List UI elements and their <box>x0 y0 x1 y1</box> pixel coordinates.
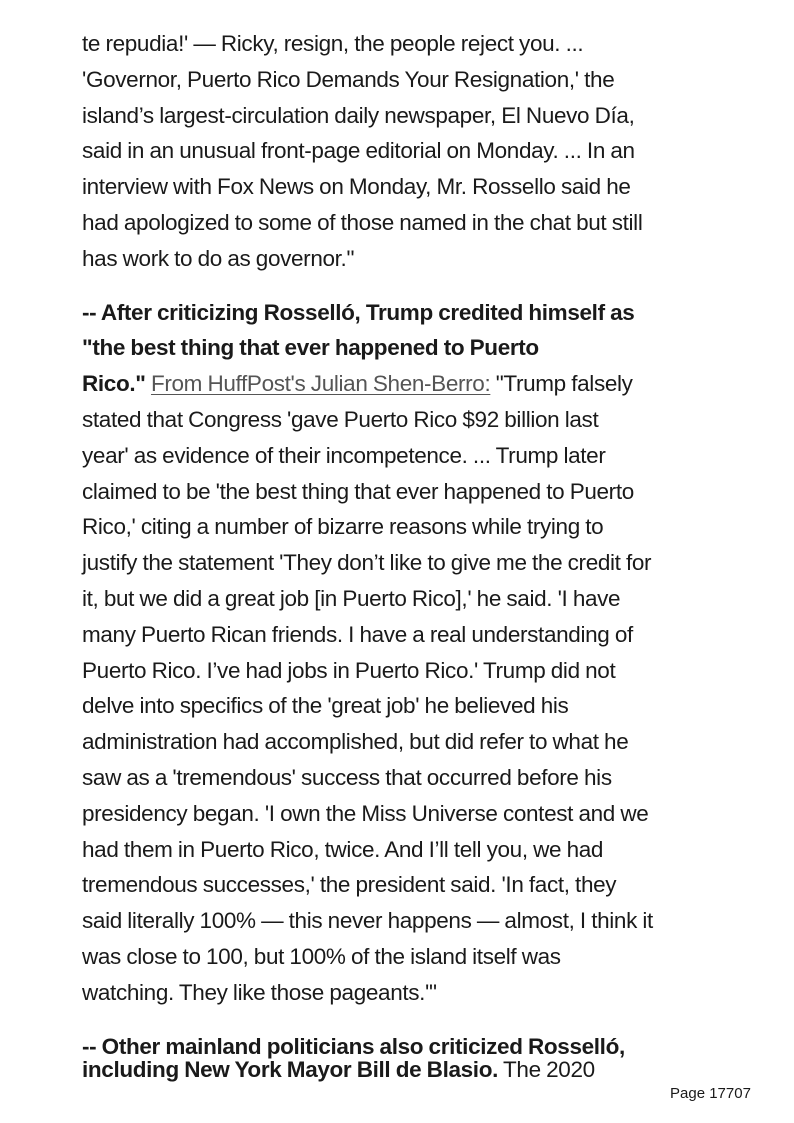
text-line: has work to do as governor." <box>82 245 355 271</box>
text-line: many Puerto Rican friends. I have a real understanding of <box>82 621 633 647</box>
text-line: island’s largest-circulation daily newspaper, El Nuevo Día, <box>82 102 635 128</box>
paragraph-trump-credit <box>82 295 722 1011</box>
text-line: te repudia!' — Ricky, resign, the people reject you. ... <box>82 31 584 56</box>
text-fragment: "Trump falsely <box>495 371 633 397</box>
section-heading: -- Other mainland politicians also criticized Rosselló, <box>82 1033 625 1059</box>
text-line: it, but we did a great job [in Puerto Rico],' he said. 'I have <box>82 585 621 611</box>
section-heading: -- After criticizing Rosselló, Trump credited himself as <box>82 299 635 325</box>
section-heading-cut: including New York Mayor Bill de Blasio. <box>82 1057 499 1083</box>
text-line: had them in Puerto Rico, twice. And I’ll tell you, we had <box>82 836 604 862</box>
page-number: Page 17707 <box>670 1085 751 1102</box>
text-line: watching. They like those pageants.'" <box>82 979 437 1005</box>
paragraph-rossello-resignation <box>82 26 722 277</box>
document-page <box>82 26 722 1083</box>
text-line: delve into specifics of the 'great job' he believed his <box>82 693 569 719</box>
paragraph-gap <box>82 277 722 295</box>
paragraph-mainland-politicians <box>82 1029 722 1083</box>
text-line: said in an unusual front-page editorial on Monday. ... In an <box>82 138 635 164</box>
text-line: stated that Congress 'gave Puerto Rico $92 billion last <box>82 406 599 432</box>
text-line: said literally 100% — this never happens — almost, I think it <box>82 908 653 934</box>
text-line: Puerto Rico. I’ve had jobs in Puerto Rico.' Trump did not <box>82 657 616 683</box>
text-line: was close to 100, but 100% of the island itself was <box>82 943 561 969</box>
text-line: claimed to be 'the best thing that ever happened to Puerto <box>82 478 634 504</box>
section-heading: "the best thing that ever happened to Puerto <box>82 335 539 361</box>
clipped-text-line <box>82 1052 722 1083</box>
text-line: tremendous successes,' the president said. 'In fact, they <box>82 872 617 898</box>
paragraph-gap <box>82 1011 722 1029</box>
section-heading: Rico." <box>82 371 146 397</box>
text-line: presidency began. 'I own the Miss Universe contest and we <box>82 800 649 826</box>
text-line: interview with Fox News on Monday, Mr. Rossello said he <box>82 174 631 200</box>
text-fragment-cut: The 2020 <box>503 1057 595 1083</box>
text-line: had apologized to some of those named in the chat but still <box>82 209 643 235</box>
text-line: year' as evidence of their incompetence. ... Trump later <box>82 442 606 468</box>
text-line: Rico,' citing a number of bizarre reasons while trying to <box>82 514 604 540</box>
text-line: justify the statement 'They don’t like to give me the credit for <box>82 550 652 576</box>
text-line: administration had accomplished, but did refer to what he <box>82 729 629 755</box>
huffpost-source-link[interactable]: From HuffPost's Julian Shen-Berro: <box>150 371 491 397</box>
text-line: saw as a 'tremendous' success that occurred before his <box>82 764 612 790</box>
text-line <box>82 366 722 402</box>
text-line: 'Governor, Puerto Rico Demands Your Resignation,' the <box>82 66 615 92</box>
